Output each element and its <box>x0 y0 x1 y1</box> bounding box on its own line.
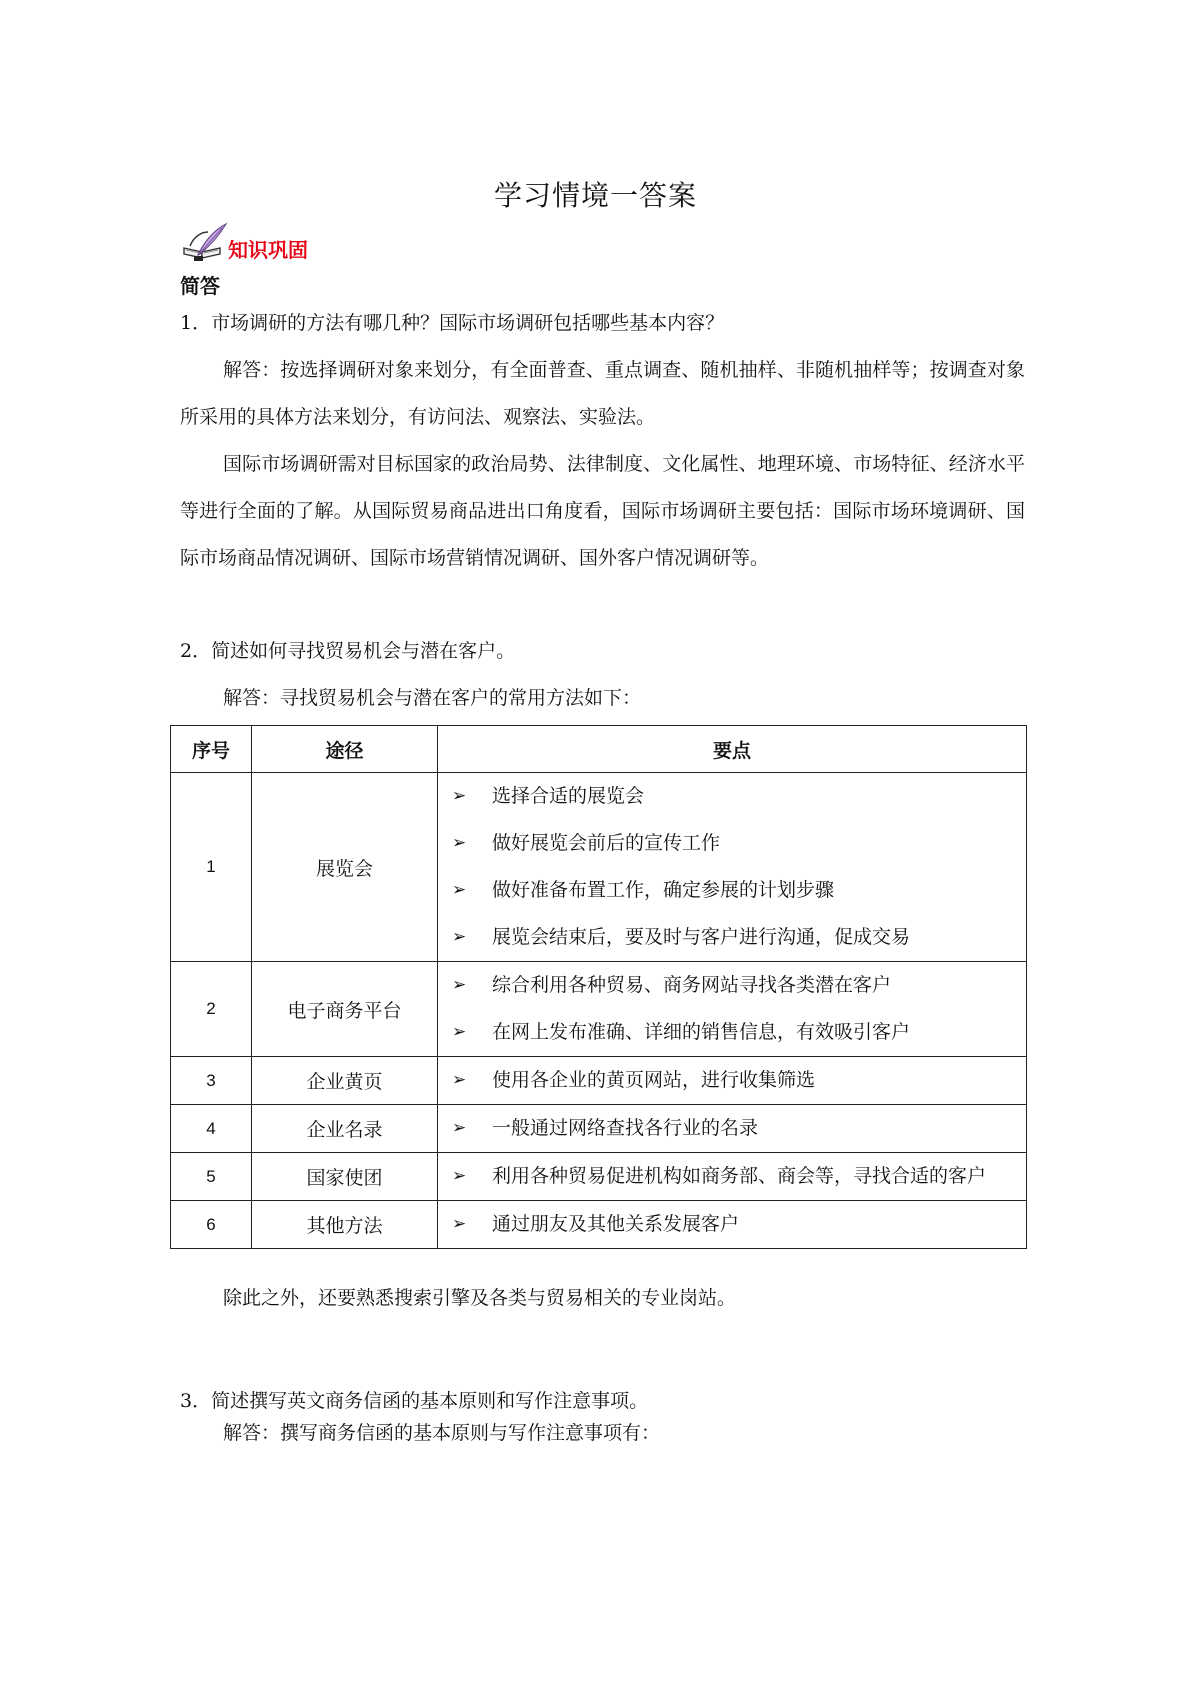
table-row <box>171 962 1027 1057</box>
cell-points <box>438 1105 1027 1153</box>
point-text: 做好展览会前后的宣传工作 <box>492 832 721 854</box>
cell-points <box>438 962 1027 1057</box>
point-text: 选择合适的展览会 <box>492 785 645 807</box>
table-header-row <box>171 726 1027 773</box>
bullet-arrow-icon: ➢ <box>452 1070 467 1090</box>
question-1: 1．市场调研的方法有哪几种？国际市场调研包括哪些基本内容？ <box>180 312 725 334</box>
bullet-arrow-icon: ➢ <box>452 1214 467 1234</box>
bullet-arrow-icon: ➢ <box>452 927 467 947</box>
cell-points <box>438 773 1027 962</box>
point-item <box>452 1105 1018 1152</box>
point-text: 使用各企业的黄页网站，进行收集筛选 <box>492 1069 816 1091</box>
cell-way: 企业名录 <box>252 1105 438 1153</box>
bullet-arrow-icon: ➢ <box>452 1166 467 1186</box>
answer-2-intro: 解答：寻找贸易机会与潜在客户的常用方法如下： <box>223 687 642 709</box>
point-item <box>452 1057 1018 1104</box>
cell-points <box>438 1057 1027 1105</box>
point-text: 展览会结束后，要及时与客户进行沟通，促成交易 <box>492 926 911 948</box>
cell-no: 2 <box>171 962 252 1057</box>
cell-way: 国家使团 <box>252 1153 438 1201</box>
point-item <box>452 914 1018 961</box>
section-label: 知识巩固 <box>228 238 308 262</box>
table-row <box>171 1105 1027 1153</box>
question-2: 2．简述如何寻找贸易机会与潜在客户。 <box>180 640 516 662</box>
point-item <box>452 1201 1018 1248</box>
cell-no: 3 <box>171 1057 252 1105</box>
cell-points <box>438 1153 1027 1201</box>
cell-no: 5 <box>171 1153 252 1201</box>
table-row <box>171 773 1027 962</box>
bullet-arrow-icon: ➢ <box>452 880 467 900</box>
point-item <box>452 962 1018 1009</box>
point-text: 做好准备布置工作，确定参展的计划步骤 <box>492 879 835 901</box>
bullet-arrow-icon: ➢ <box>452 786 467 806</box>
point-item <box>452 867 1018 914</box>
cell-way: 电子商务平台 <box>252 962 438 1057</box>
point-item <box>452 773 1018 820</box>
point-item <box>452 1153 1018 1200</box>
point-text: 利用各种贸易促进机构如商务部、商会等，寻找合适的客户 <box>492 1165 987 1187</box>
cell-points <box>438 1201 1027 1249</box>
point-text: 在网上发布准确、详细的销售信息，有效吸引客户 <box>492 1021 911 1043</box>
table-row <box>171 1153 1027 1201</box>
bullet-arrow-icon: ➢ <box>452 1118 467 1138</box>
cell-way: 企业黄页 <box>252 1057 438 1105</box>
page-title: 学习情境一答案 <box>493 178 697 212</box>
book-quill-icon <box>180 222 228 262</box>
subheading: 简答 <box>180 274 220 298</box>
answer-1-paragraph-2: 国际市场调研需对目标国家的政治局势、法律制度、文化属性、地理环境、市场特征、经济水平等进行全面的了解。从国际贸易商品进出口角度看，国际市场调研主要包括：国际市场环境调研、国际市场商品情况调研、国际市场营销情况调研、国外客户情况调研等。 <box>180 453 1025 569</box>
cell-no: 1 <box>171 773 252 962</box>
answer-2-after-table: 除此之外，还要熟悉搜索引擎及各类与贸易相关的专业岗站。 <box>223 1287 737 1309</box>
point-item <box>452 1009 1018 1056</box>
question-3: 3．简述撰写英文商务信函的基本原则和写作注意事项。 <box>180 1390 649 1412</box>
table-row <box>171 1057 1027 1105</box>
bullet-arrow-icon: ➢ <box>452 975 467 995</box>
cell-no: 6 <box>171 1201 252 1249</box>
header-points: 要点 <box>438 726 1027 773</box>
cell-way: 其他方法 <box>252 1201 438 1249</box>
answer-3-intro: 解答：撰写商务信函的基本原则与写作注意事项有： <box>223 1422 661 1444</box>
section-heading <box>180 222 308 262</box>
point-text: 一般通过网络查找各行业的名录 <box>492 1117 759 1139</box>
bullet-arrow-icon: ➢ <box>452 833 467 853</box>
cell-way: 展览会 <box>252 773 438 962</box>
bullet-arrow-icon: ➢ <box>452 1022 467 1042</box>
header-no: 序号 <box>171 726 252 773</box>
methods-table <box>170 725 1027 1249</box>
cell-no: 4 <box>171 1105 252 1153</box>
point-text: 综合利用各种贸易、商务网站寻找各类潜在客户 <box>492 974 892 996</box>
point-text: 通过朋友及其他关系发展客户 <box>492 1213 740 1235</box>
point-item <box>452 820 1018 867</box>
table-row <box>171 1201 1027 1249</box>
header-way: 途径 <box>252 726 438 773</box>
answer-1-paragraph-1: 解答：按选择调研对象来划分，有全面普查、重点调查、随机抽样、非随机抽样等；按调查对象所采用的具体方法来划分，有访问法、观察法、实验法。 <box>180 359 1025 428</box>
